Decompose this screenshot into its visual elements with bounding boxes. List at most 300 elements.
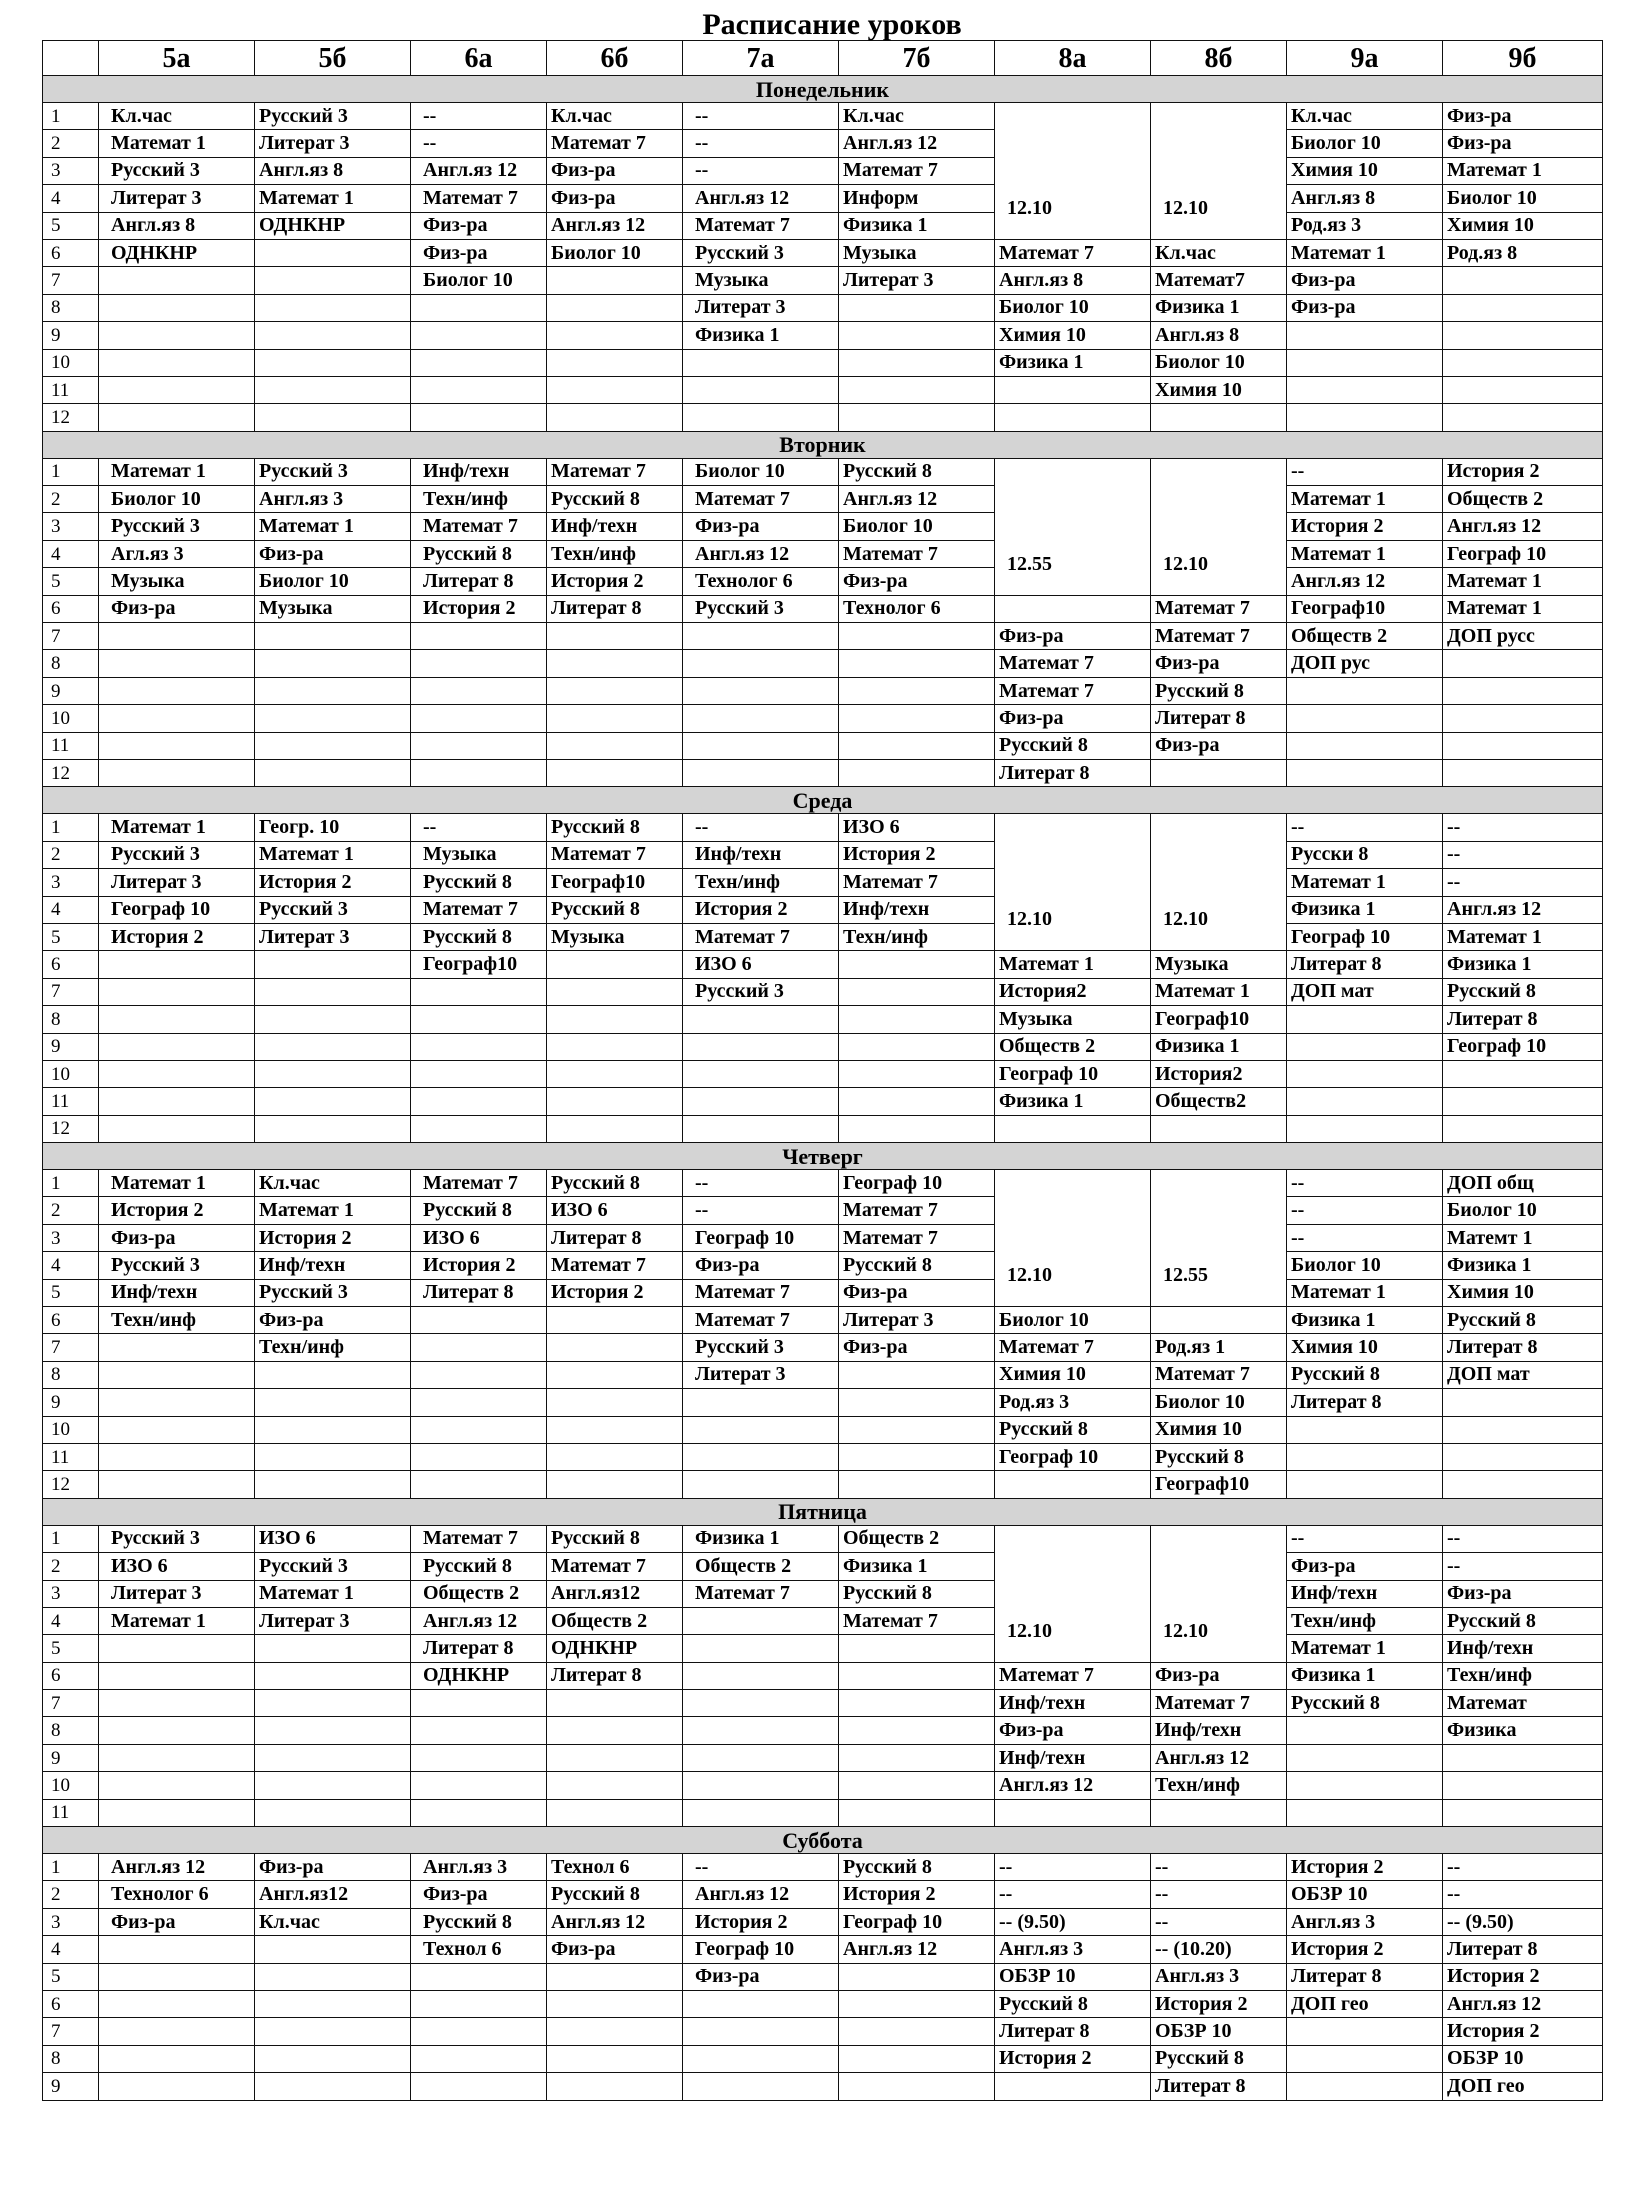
lesson-row [43,130,1603,157]
page-title: Расписание уроков [702,8,962,41]
lesson-cell: Физ-ра [99,595,255,622]
lesson-cell [411,1963,547,1990]
lesson-cell [547,1963,683,1990]
lesson-cell: Математ 7 [995,1334,1151,1361]
lesson-cell: Биолог 10 [995,294,1151,321]
lesson-cell: Англ.яз 3 [995,1936,1151,1963]
lesson-cell: Химия 10 [1287,157,1443,184]
lesson-cell: Математ 1 [255,185,411,212]
lesson-cell [411,978,547,1005]
lesson-cell [255,376,411,403]
lesson-cell [547,2018,683,2045]
lesson-cell: Математ 7 [547,841,683,868]
lesson-cell: Русский 8 [839,458,995,485]
day-header: Суббота [43,1827,1603,1854]
lesson-cell [1287,1772,1443,1799]
lesson-cell: Литерат 3 [255,130,411,157]
lesson-cell: Химия 10 [1287,1334,1443,1361]
lesson-row [43,841,1603,868]
lesson-cell: Математ 7 [411,1525,547,1552]
lesson-cell: Техн/инф [99,1307,255,1334]
lesson-cell [839,1088,995,1115]
lesson-cell: Математ 1 [255,841,411,868]
lesson-cell [411,376,547,403]
lesson-cell [99,1799,255,1826]
lesson-row [43,814,1603,841]
lesson-cell: -- [995,1854,1151,1881]
lesson-cell [683,1033,839,1060]
lesson-cell [683,1717,839,1744]
lesson-cell: ОДНКНР [547,1635,683,1662]
lesson-cell: Физ-ра [547,185,683,212]
lesson-cell: Русский 8 [1443,1307,1603,1334]
lesson-cell: Биолог 10 [1151,1389,1287,1416]
lesson-cell: ОДНКНР [411,1662,547,1689]
schedule-table [42,40,1603,2101]
lesson-cell: Обществ 2 [839,1525,995,1552]
lesson-number: 12 [43,1115,99,1142]
shift-start-time [1151,1170,1287,1307]
lesson-cell: Русский 3 [683,239,839,266]
lesson-cell: Русский 8 [547,814,683,841]
lesson-cell [99,1334,255,1361]
lesson-cell [99,1471,255,1498]
lesson-cell [411,1744,547,1771]
lesson-cell [411,1717,547,1744]
lesson-cell: Обществ 2 [411,1580,547,1607]
lesson-cell: Музыка [255,595,411,622]
lesson-cell [411,1361,547,1388]
lesson-cell [839,1361,995,1388]
lesson-cell: Обществ2 [1151,1088,1287,1115]
lesson-cell: История 2 [99,1197,255,1224]
lesson-cell: История 2 [411,1252,547,1279]
day-header: Четверг [43,1143,1603,1170]
lesson-row [43,1635,1603,1662]
lesson-cell: ДОП мат [1287,978,1443,1005]
lesson-cell [839,376,995,403]
lesson-number: 1 [43,458,99,485]
lesson-cell [1287,1443,1443,1470]
lesson-number: 12 [43,759,99,786]
lesson-cell [547,1471,683,1498]
lesson-cell: Литерат 8 [995,2018,1151,2045]
lesson-cell [547,951,683,978]
lesson-cell [1443,759,1603,786]
lesson-cell: -- [683,157,839,184]
lesson-cell [839,1744,995,1771]
lesson-number: 8 [43,1361,99,1388]
shift-start-label: 12.55 [1007,552,1052,575]
lesson-cell: Физ-ра [1443,130,1603,157]
lesson-number: 1 [43,1170,99,1197]
lesson-cell: Математ 7 [683,923,839,950]
lesson-number: 9 [43,322,99,349]
lesson-number: 4 [43,1252,99,1279]
lesson-cell [1151,1307,1287,1334]
lesson-cell [255,978,411,1005]
lesson-cell: Физика 1 [839,212,995,239]
lesson-number: 12 [43,1471,99,1498]
lesson-cell [99,951,255,978]
lesson-row [43,513,1603,540]
lesson-cell [1443,267,1603,294]
lesson-cell [411,1088,547,1115]
lesson-cell: Физика 1 [839,1553,995,1580]
lesson-cell [839,1033,995,1060]
lesson-cell: Физ-ра [255,1854,411,1881]
lesson-number: 6 [43,1662,99,1689]
lesson-number: 1 [43,1525,99,1552]
lesson-cell: Музыка [547,923,683,950]
lesson-cell: Русский 8 [1443,1607,1603,1634]
lesson-cell [99,267,255,294]
lesson-number: 8 [43,1006,99,1033]
lesson-row [43,1443,1603,1470]
lesson-cell [411,294,547,321]
lesson-cell [683,1635,839,1662]
lesson-cell: История 2 [547,1279,683,1306]
lesson-number: 6 [43,239,99,266]
lesson-cell [1287,1471,1443,1498]
lesson-cell: Биолог 10 [99,486,255,513]
lesson-cell [683,1744,839,1771]
lesson-cell [99,1443,255,1470]
lesson-cell: Русский 8 [1287,1361,1443,1388]
lesson-cell: ИЗО 6 [255,1525,411,1552]
lesson-cell [255,1717,411,1744]
lesson-cell: Русский 3 [99,157,255,184]
lesson-cell [255,1033,411,1060]
lesson-row [43,349,1603,376]
lesson-row [43,951,1603,978]
lesson-cell [99,1115,255,1142]
lesson-cell: Русски 8 [1287,841,1443,868]
lesson-cell [995,595,1151,622]
lesson-row [43,1334,1603,1361]
lesson-cell: Географ10 [1151,1006,1287,1033]
lesson-cell: Физ-ра [1287,1553,1443,1580]
lesson-cell: История 2 [99,923,255,950]
lesson-cell: -- [683,1197,839,1224]
lesson-cell: Математ 1 [1287,1279,1443,1306]
lesson-cell: Техн/инф [683,869,839,896]
lesson-number: 7 [43,1690,99,1717]
lesson-cell [411,2018,547,2045]
lesson-cell: Инф/техн [255,1252,411,1279]
lesson-number: 8 [43,1717,99,1744]
lesson-cell: Биолог 10 [683,458,839,485]
lesson-cell [99,1991,255,2018]
lesson-cell [547,1389,683,1416]
day-header: Понедельник [43,76,1603,103]
lesson-cell: Музыка [839,239,995,266]
lesson-cell [255,1443,411,1470]
lesson-number: 5 [43,568,99,595]
lesson-cell: Литерат 8 [547,1662,683,1689]
lesson-cell: Англ.яз 12 [683,1881,839,1908]
lesson-cell: Кл.час [1151,239,1287,266]
lesson-cell: -- [1287,1170,1443,1197]
lesson-number: 4 [43,185,99,212]
lesson-row [43,1006,1603,1033]
lesson-cell [547,677,683,704]
lesson-cell: -- [683,130,839,157]
lesson-cell: ДОП рус [1287,650,1443,677]
lesson-cell: Литерат 3 [255,923,411,950]
lesson-row [43,185,1603,212]
lesson-cell: Англ.яз 12 [839,130,995,157]
lesson-cell: Литерат 8 [1287,1389,1443,1416]
lesson-cell: История 2 [255,869,411,896]
lesson-cell [255,2073,411,2100]
lesson-cell: Инф/техн [1151,1717,1287,1744]
lesson-cell: Физ-ра [255,1307,411,1334]
lesson-cell: Инф/техн [1443,1635,1603,1662]
lesson-cell [683,349,839,376]
lesson-number: 8 [43,2045,99,2072]
lesson-row [43,404,1603,431]
lesson-number: 2 [43,1881,99,1908]
lesson-cell: Литерат 8 [995,759,1151,786]
lesson-cell [99,1963,255,1990]
lesson-cell [255,349,411,376]
lesson-cell [1287,1060,1443,1087]
lesson-cell: Физ-ра [411,1881,547,1908]
lesson-cell: Математ 7 [411,1170,547,1197]
lesson-cell: История 2 [411,595,547,622]
lesson-number: 10 [43,1772,99,1799]
lesson-row [43,322,1603,349]
lesson-row [43,1307,1603,1334]
lesson-cell: История 2 [1287,1854,1443,1881]
lesson-cell: Литерат 8 [547,595,683,622]
lesson-cell: История 2 [1443,458,1603,485]
lesson-cell [683,376,839,403]
lesson-cell [255,623,411,650]
lesson-cell: Англ.яз 12 [1443,1991,1603,2018]
lesson-number: 10 [43,1416,99,1443]
lesson-cell: Кл.час [99,103,255,130]
lesson-cell [1151,1115,1287,1142]
lesson-cell [683,623,839,650]
lesson-number: 1 [43,814,99,841]
lesson-cell [1443,1443,1603,1470]
class-header: 8б [1151,41,1287,76]
lesson-cell [99,1060,255,1087]
lesson-cell: Литерат 3 [683,294,839,321]
lesson-cell: -- [1443,869,1603,896]
lesson-cell [255,1361,411,1388]
lesson-cell: Физ-ра [683,1252,839,1279]
lesson-cell: Физ-ра [1443,103,1603,130]
lesson-row [43,568,1603,595]
lesson-cell: Географ10 [411,951,547,978]
lesson-cell [255,1115,411,1142]
lesson-cell [1287,349,1443,376]
lesson-row [43,1252,1603,1279]
lesson-cell: Физика 1 [1287,1307,1443,1334]
lesson-cell: Географ 10 [1443,540,1603,567]
lesson-row [43,1854,1603,1881]
lesson-cell [411,349,547,376]
lesson-cell: Физ-ра [995,1717,1151,1744]
lesson-number: 11 [43,1443,99,1470]
lesson-row [43,595,1603,622]
lesson-cell: -- [1151,1854,1287,1881]
lesson-cell: Химия 10 [1151,1416,1287,1443]
lesson-number: 4 [43,1607,99,1634]
lesson-row [43,1991,1603,2018]
lesson-cell: Русский 8 [1443,978,1603,1005]
lesson-row [43,896,1603,923]
lesson-cell [99,404,255,431]
lesson-cell [411,1334,547,1361]
lesson-cell [839,1991,995,2018]
lesson-cell: Литерат 8 [411,568,547,595]
class-header: 9б [1443,41,1603,76]
lesson-cell: Англ.яз 3 [411,1854,547,1881]
lesson-cell [255,759,411,786]
lesson-cell [99,1772,255,1799]
lesson-cell [99,294,255,321]
lesson-cell [683,1799,839,1826]
lesson-cell: Математ 7 [1151,595,1287,622]
lesson-cell [683,1772,839,1799]
lesson-cell: Русский 8 [995,732,1151,759]
lesson-cell [255,2018,411,2045]
lesson-cell [99,2073,255,2100]
lesson-cell: Англ.яз 8 [995,267,1151,294]
lesson-cell [411,705,547,732]
lesson-cell [1287,759,1443,786]
lesson-cell: Англ.яз 12 [1287,568,1443,595]
lesson-cell [683,2045,839,2072]
lesson-cell: Физика 1 [995,1088,1151,1115]
lesson-number: 12 [43,404,99,431]
lesson-cell: -- [683,103,839,130]
lesson-cell: -- [995,1881,1151,1908]
lesson-cell: Англ.яз 12 [995,1772,1151,1799]
lesson-cell: Математ 1 [1287,540,1443,567]
lesson-number: 9 [43,1744,99,1771]
lesson-number: 7 [43,1334,99,1361]
lesson-cell: ОБЗР 10 [1443,2045,1603,2072]
lesson-number: 5 [43,1963,99,1990]
lesson-cell [255,239,411,266]
lesson-cell: Математ 7 [411,185,547,212]
lesson-number: 4 [43,1936,99,1963]
lesson-cell [99,2018,255,2045]
lesson-cell: Русский 3 [683,978,839,1005]
lesson-cell [255,1389,411,1416]
lesson-cell [547,1772,683,1799]
lesson-cell: -- [683,814,839,841]
lesson-cell: Русский 8 [411,1197,547,1224]
lesson-number: 7 [43,623,99,650]
lesson-cell [255,1936,411,1963]
lesson-cell: Математ 7 [839,540,995,567]
lesson-cell [1443,1115,1603,1142]
lesson-number: 7 [43,2018,99,2045]
lesson-cell: ДОП мат [1443,1361,1603,1388]
lesson-cell [683,1389,839,1416]
lesson-cell: Технолог 6 [839,595,995,622]
lesson-cell [683,1471,839,1498]
lesson-row [43,212,1603,239]
lesson-cell: Физика 1 [1287,1662,1443,1689]
lesson-cell: История2 [995,978,1151,1005]
lesson-cell: Англ.яз 8 [1151,322,1287,349]
lesson-cell: Литерат 8 [411,1635,547,1662]
lesson-cell: Русский 8 [839,1854,995,1881]
lesson-cell: Математ 7 [683,1279,839,1306]
lesson-number: 2 [43,130,99,157]
lesson-cell: ДОП гео [1287,1991,1443,2018]
lesson-cell [547,1717,683,1744]
lesson-row [43,623,1603,650]
lesson-cell: ДОП русс [1443,623,1603,650]
lesson-cell: Физ-ра [411,239,547,266]
lesson-cell [1443,1744,1603,1771]
lesson-number: 11 [43,376,99,403]
lesson-cell [99,759,255,786]
shift-start-label: 12.10 [1163,908,1208,931]
lesson-cell: Географ 10 [995,1060,1151,1087]
shift-start-time [995,458,1151,595]
lesson-cell [547,1334,683,1361]
lesson-cell [1443,677,1603,704]
lesson-cell [839,1115,995,1142]
lesson-cell: -- [411,814,547,841]
lesson-cell: Литерат 8 [547,1224,683,1251]
lesson-cell [411,677,547,704]
lesson-cell [547,623,683,650]
lesson-cell [683,2073,839,2100]
lesson-cell: Биолог 10 [1287,1252,1443,1279]
lesson-cell [547,1060,683,1087]
lesson-cell: Русский 3 [99,513,255,540]
lesson-cell: Англ.яз 12 [683,540,839,567]
lesson-row [43,458,1603,485]
lesson-cell [1443,1060,1603,1087]
lesson-cell [1443,1471,1603,1498]
lesson-cell: История 2 [839,1881,995,1908]
lesson-cell: Обществ 2 [1287,623,1443,650]
lesson-cell [99,1690,255,1717]
lesson-cell [411,1060,547,1087]
lesson-row [43,1525,1603,1552]
lesson-cell: Математ 7 [547,1252,683,1279]
lesson-number: 9 [43,1033,99,1060]
lesson-row [43,1389,1603,1416]
shift-start-label: 12.10 [1007,908,1052,931]
lesson-cell [1287,1744,1443,1771]
lesson-cell [1287,1033,1443,1060]
lesson-row [43,1224,1603,1251]
lesson-cell [255,1088,411,1115]
lesson-cell: Англ.яз 12 [839,1936,995,1963]
lesson-row [43,869,1603,896]
lesson-cell [839,1471,995,1498]
lesson-cell: Химия 10 [1151,376,1287,403]
lesson-number: 3 [43,869,99,896]
lesson-cell [99,1006,255,1033]
lesson-cell: Математ [1443,1690,1603,1717]
lesson-cell: Русский 8 [1151,1443,1287,1470]
lesson-cell [255,1991,411,2018]
shift-start-time [1151,103,1287,240]
